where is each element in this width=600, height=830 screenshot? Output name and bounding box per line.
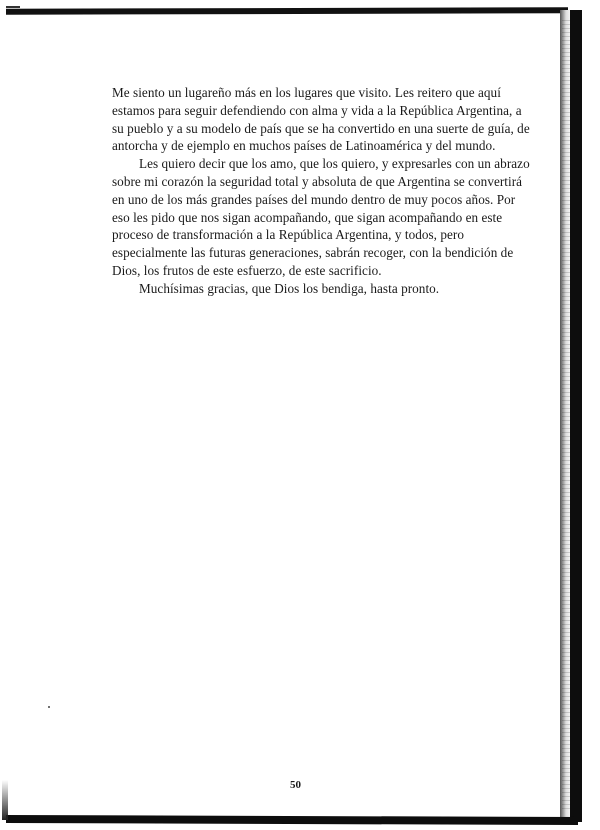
scan-bottom-border — [6, 815, 578, 825]
scan-right-margin — [582, 8, 600, 830]
paragraph-3: Muchísimas gracias, que Dios los bendiga, hasta pronto. — [139, 280, 440, 296]
scan-left-corner — [2, 780, 8, 820]
paragraph-2: Les quiero decir que los amo, que los quiero, y expresarles con un abrazo sobre mi corazón la seguridad total y absoluta de que Argentina se convertirá en uno de los más grandes países del mundo dentro de muy pocos años. Por eso les pido que nos sigan acompañando, que sigan acompañando en este proceso de transformación a la República Argentina, y todos, pero especialmente las futuras generaciones, sabrán recoger, con la bendición de Dios, los frutos de este esfuerzo, de este sacrificio. — [112, 156, 530, 278]
scan-right-border — [570, 10, 582, 822]
scan-right-grain — [562, 20, 570, 810]
scan-edge-mark — [6, 6, 20, 8]
body-text — [112, 84, 532, 298]
page-number: 50 — [290, 779, 301, 791]
paragraph-1: Me siento un lugareño más en los lugares que visito. Les reitero que aquí estamos para seguir defendiendo con alma y vida a la República Argentina, a su pueblo y a su modelo de país que se ha convertido en una suerte de guía, de antorcha y de ejemplo en muchos países de Latinoamérica y del mundo. — [112, 85, 530, 154]
scan-top-border — [6, 7, 568, 14]
scan-speck — [48, 706, 50, 708]
